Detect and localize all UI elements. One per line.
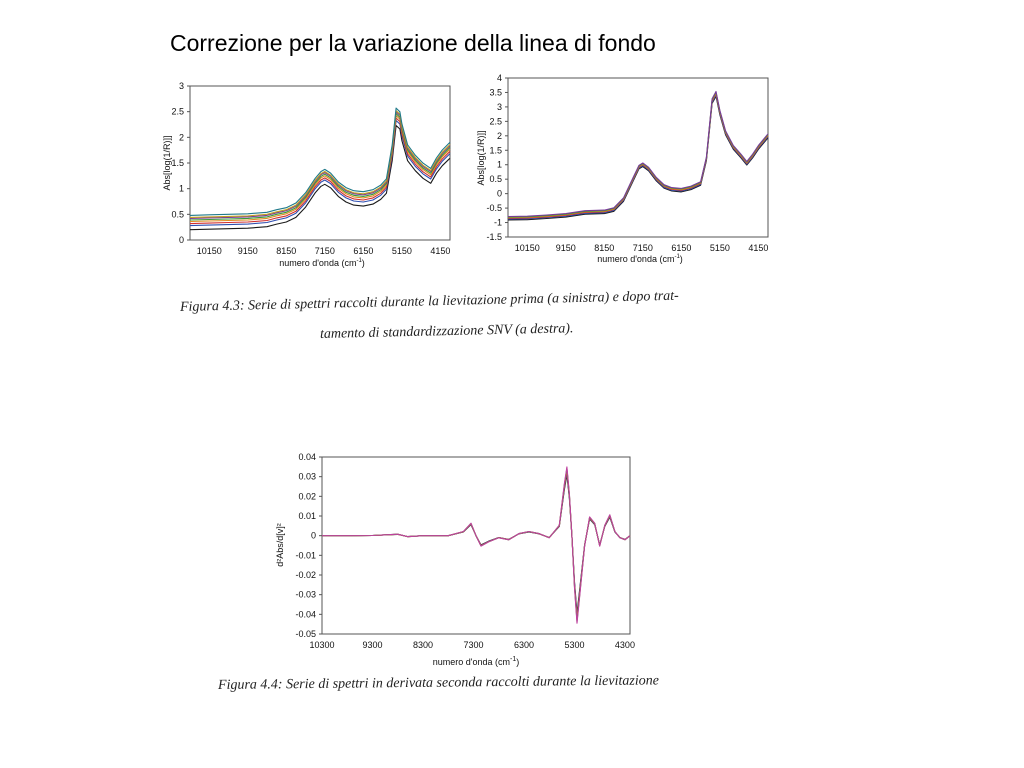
y-tick-label: 2.5 [171,106,184,117]
x-tick-label: 4150 [430,246,451,256]
y-tick-label: -0.01 [295,550,316,561]
spectrum-series-line [508,96,768,220]
x-tick-label: 7150 [314,246,335,256]
y-tick-label: 0.03 [298,471,316,482]
chart-raw-spectra [162,81,450,268]
chart-snv-spectra [476,73,768,264]
y-tick-label: 1.5 [489,145,502,156]
spectrum-series-line [508,93,768,218]
y-tick-label: 0.01 [298,511,316,521]
spectrum-series-line [190,114,450,220]
caption-figure-4-3-line2: tamento di standardizzazione SNV (a destra). [319,321,574,342]
spectrum-series-line [190,108,450,215]
x-ticks-snv [515,243,769,253]
chart-second-derivative [275,452,635,667]
spectrum-series-line [322,467,630,623]
x-tick-label: 9300 [362,640,383,650]
x-tick-label: 7300 [463,640,484,650]
y-tick-label: -0.05 [295,629,316,639]
spectrum-series-line [508,92,768,217]
y-tick-label: 0 [496,188,502,199]
y-tick-label: -0.02 [295,570,316,580]
y-tick-label: 3 [496,101,502,112]
y-ticks-snv [486,73,508,242]
y-tick-label: 1 [496,159,502,170]
y-tick-label: 0 [178,235,184,245]
y-tick-label: -0.03 [295,589,316,600]
plot-area-snv [508,78,768,237]
x-tick-label: 5150 [391,246,412,256]
y-ticks-raw [171,81,190,245]
spectrum-series-line [508,94,768,218]
y-tick-label: -1 [493,217,502,228]
y-ticks-deriv [295,452,322,639]
spectrum-series-line [322,475,630,614]
x-tick-label: 7150 [632,243,653,253]
y-tick-label: 2 [178,132,184,143]
y-tick-label: 0.5 [171,209,184,220]
spectrum-series-line [322,468,630,621]
series-deriv [322,467,630,623]
x-tick-label: 5150 [709,243,730,253]
x-tick-label: 10300 [309,640,335,650]
spectrum-series-line [322,473,630,616]
x-tick-label: 9150 [237,246,258,256]
series-raw [190,108,450,230]
y-tick-label: 4 [496,73,502,83]
x-tick-label: 6150 [353,246,374,256]
series-snv [508,92,768,220]
y-tick-label: 3.5 [489,87,502,98]
caption-figure-4-3-line1: Figura 4.3: Serie di spettri raccolti durante la lievitazione prima (a sinistra) e dopo trat- [179,288,679,315]
caption-figure-4-4: Figura 4.4: Serie di spettri in derivata seconda raccolti durante la lievitazione [217,673,659,693]
y-axis-label-deriv: d²Abs/d[v]² [275,523,285,567]
y-axis-label-snv: Abs[log(1/R)]] [476,130,486,186]
y-tick-label: 3 [178,81,184,91]
plot-area-deriv [322,457,630,634]
y-tick-label: 1.5 [171,158,184,168]
y-tick-label: -0.04 [295,609,316,620]
spectrum-series-line [190,111,450,218]
x-tick-label: 4300 [614,640,635,650]
y-axis-label-raw: Abs[log(1/R)]] [162,135,172,191]
x-tick-label: 8300 [412,640,433,650]
x-tick-label: 9150 [555,243,576,253]
x-tick-label: 8150 [276,246,297,256]
x-tick-label: 5300 [564,640,585,650]
y-tick-label: 2 [496,130,502,141]
x-ticks-deriv [309,640,634,650]
spectrum-series-line [508,95,768,219]
x-tick-label: 10150 [514,243,540,253]
slide-title: Correzione per la variazione della linea di fondo [170,30,656,56]
x-axis-label-deriv: numero d'onda $(cm^{-1})$ [432,656,520,667]
x-tick-label: 6150 [671,243,692,253]
x-tick-label: 10150 [196,246,222,256]
x-axis-label-raw: numero d'onda $(cm^{-1})$ [279,258,365,268]
y-tick-label: -0.5 [486,203,502,214]
y-tick-label: 0 [310,530,316,541]
spectrum-series-line [190,116,450,222]
spectrum-series-line [508,92,768,217]
y-tick-label: -1.5 [486,232,502,242]
x-tick-label: 8150 [594,243,615,253]
y-tick-label: 0.04 [298,452,316,462]
x-axis-label-snv: numero d'onda $(cm^{-1})$ [597,254,683,264]
y-tick-label: 0.5 [489,174,502,185]
spectrum-series-line [322,471,630,619]
x-tick-label: 6300 [513,640,534,650]
spectrum-series-line [322,470,630,620]
y-tick-label: 1 [178,183,184,194]
y-tick-label: 2.5 [489,116,502,127]
x-tick-label: 4150 [748,243,769,253]
spectrum-series-line [190,118,450,224]
x-ticks-raw [197,246,451,256]
y-tick-label: 0.02 [298,491,316,502]
